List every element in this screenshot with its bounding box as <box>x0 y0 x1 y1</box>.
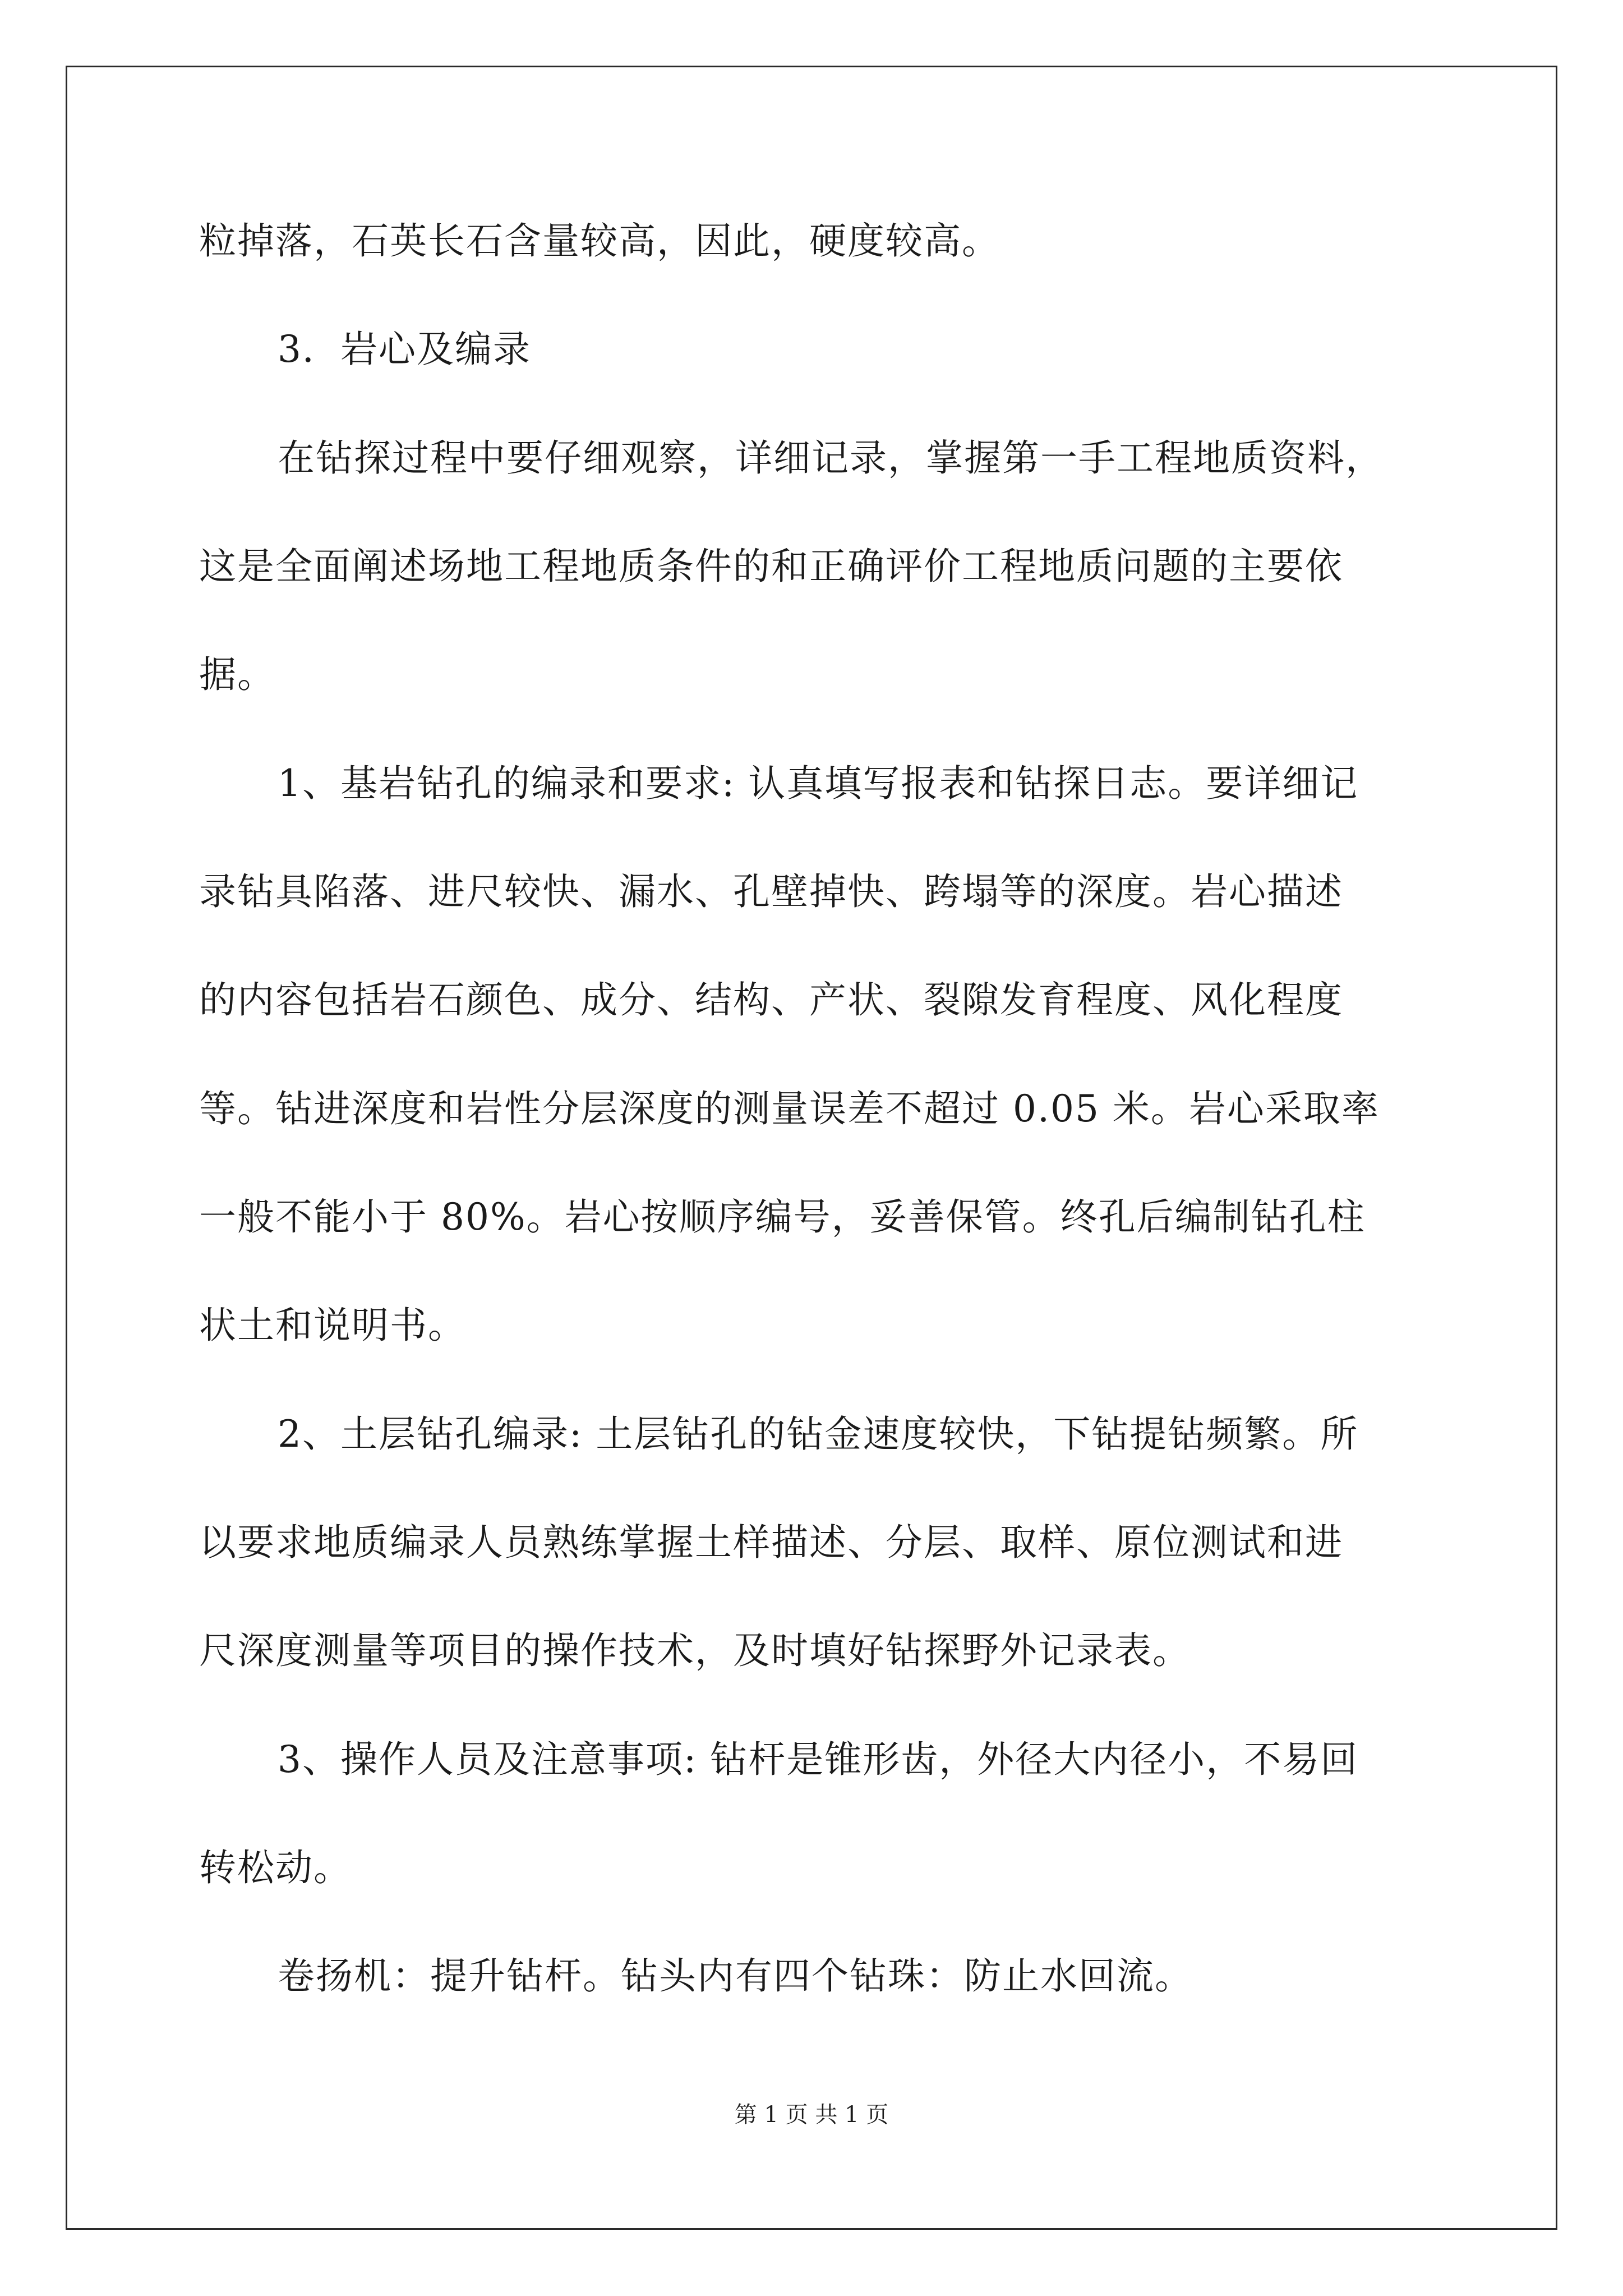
text-line: 在钻探过程中要仔细观察，详细记录，掌握第一手工程地质资料， <box>278 436 1384 480</box>
section-heading: 3．岩心及编录 <box>278 328 531 371</box>
text-line: 2、土层钻孔编录: 土层钻孔的钻金速度较快，下钻提钻频繁。所 <box>278 1412 1359 1456</box>
text-line: 尺深度测量等项目的操作技术，及时填好钻探野外记录表。 <box>199 1629 1191 1672</box>
text-line: 以要求地质编录人员熟练掌握土样描述、分层、取样、原位测试和进 <box>199 1521 1343 1564</box>
text-line: 状土和说明书。 <box>199 1304 466 1347</box>
text-line: 的内容包括岩石颜色、成分、结构、产状、裂隙发育程度、风化程度 <box>199 978 1343 1022</box>
text-line: 1、基岩钻孔的编录和要求: 认真填写报表和钻探日志。要详细记 <box>278 762 1359 805</box>
text-line: 录钻具陷落、进尺较快、漏水、孔壁掉快、跨塌等的深度。岩心描述 <box>199 870 1343 913</box>
text-line: 3、操作人员及注意事项: 钻杆是锥形齿，外径大内径小，不易回 <box>278 1738 1359 1781</box>
page-border <box>66 66 1557 2230</box>
text-line: 粒掉落，石英长石含量较高，因此，硬度较高。 <box>199 219 1000 263</box>
text-line: 这是全面阐述场地工程地质条件的和正确评价工程地质问题的主要依 <box>199 545 1343 588</box>
text-line: 卷扬机：提升钻杆。钻头内有四个钻珠：防止水回流。 <box>278 1954 1193 1998</box>
text-line: 转松动。 <box>199 1846 352 1889</box>
page-footer: 第 1 页 共 1 页 <box>734 2102 889 2128</box>
text-line: 据。 <box>199 653 275 696</box>
text-line: 一般不能小于 80%。岩心按顺序编号，妥善保管。终孔后编制钻孔柱 <box>199 1195 1366 1239</box>
text-line: 等。钻进深度和岩性分层深度的测量误差不超过 0.05 米。岩心采取率 <box>199 1087 1380 1130</box>
